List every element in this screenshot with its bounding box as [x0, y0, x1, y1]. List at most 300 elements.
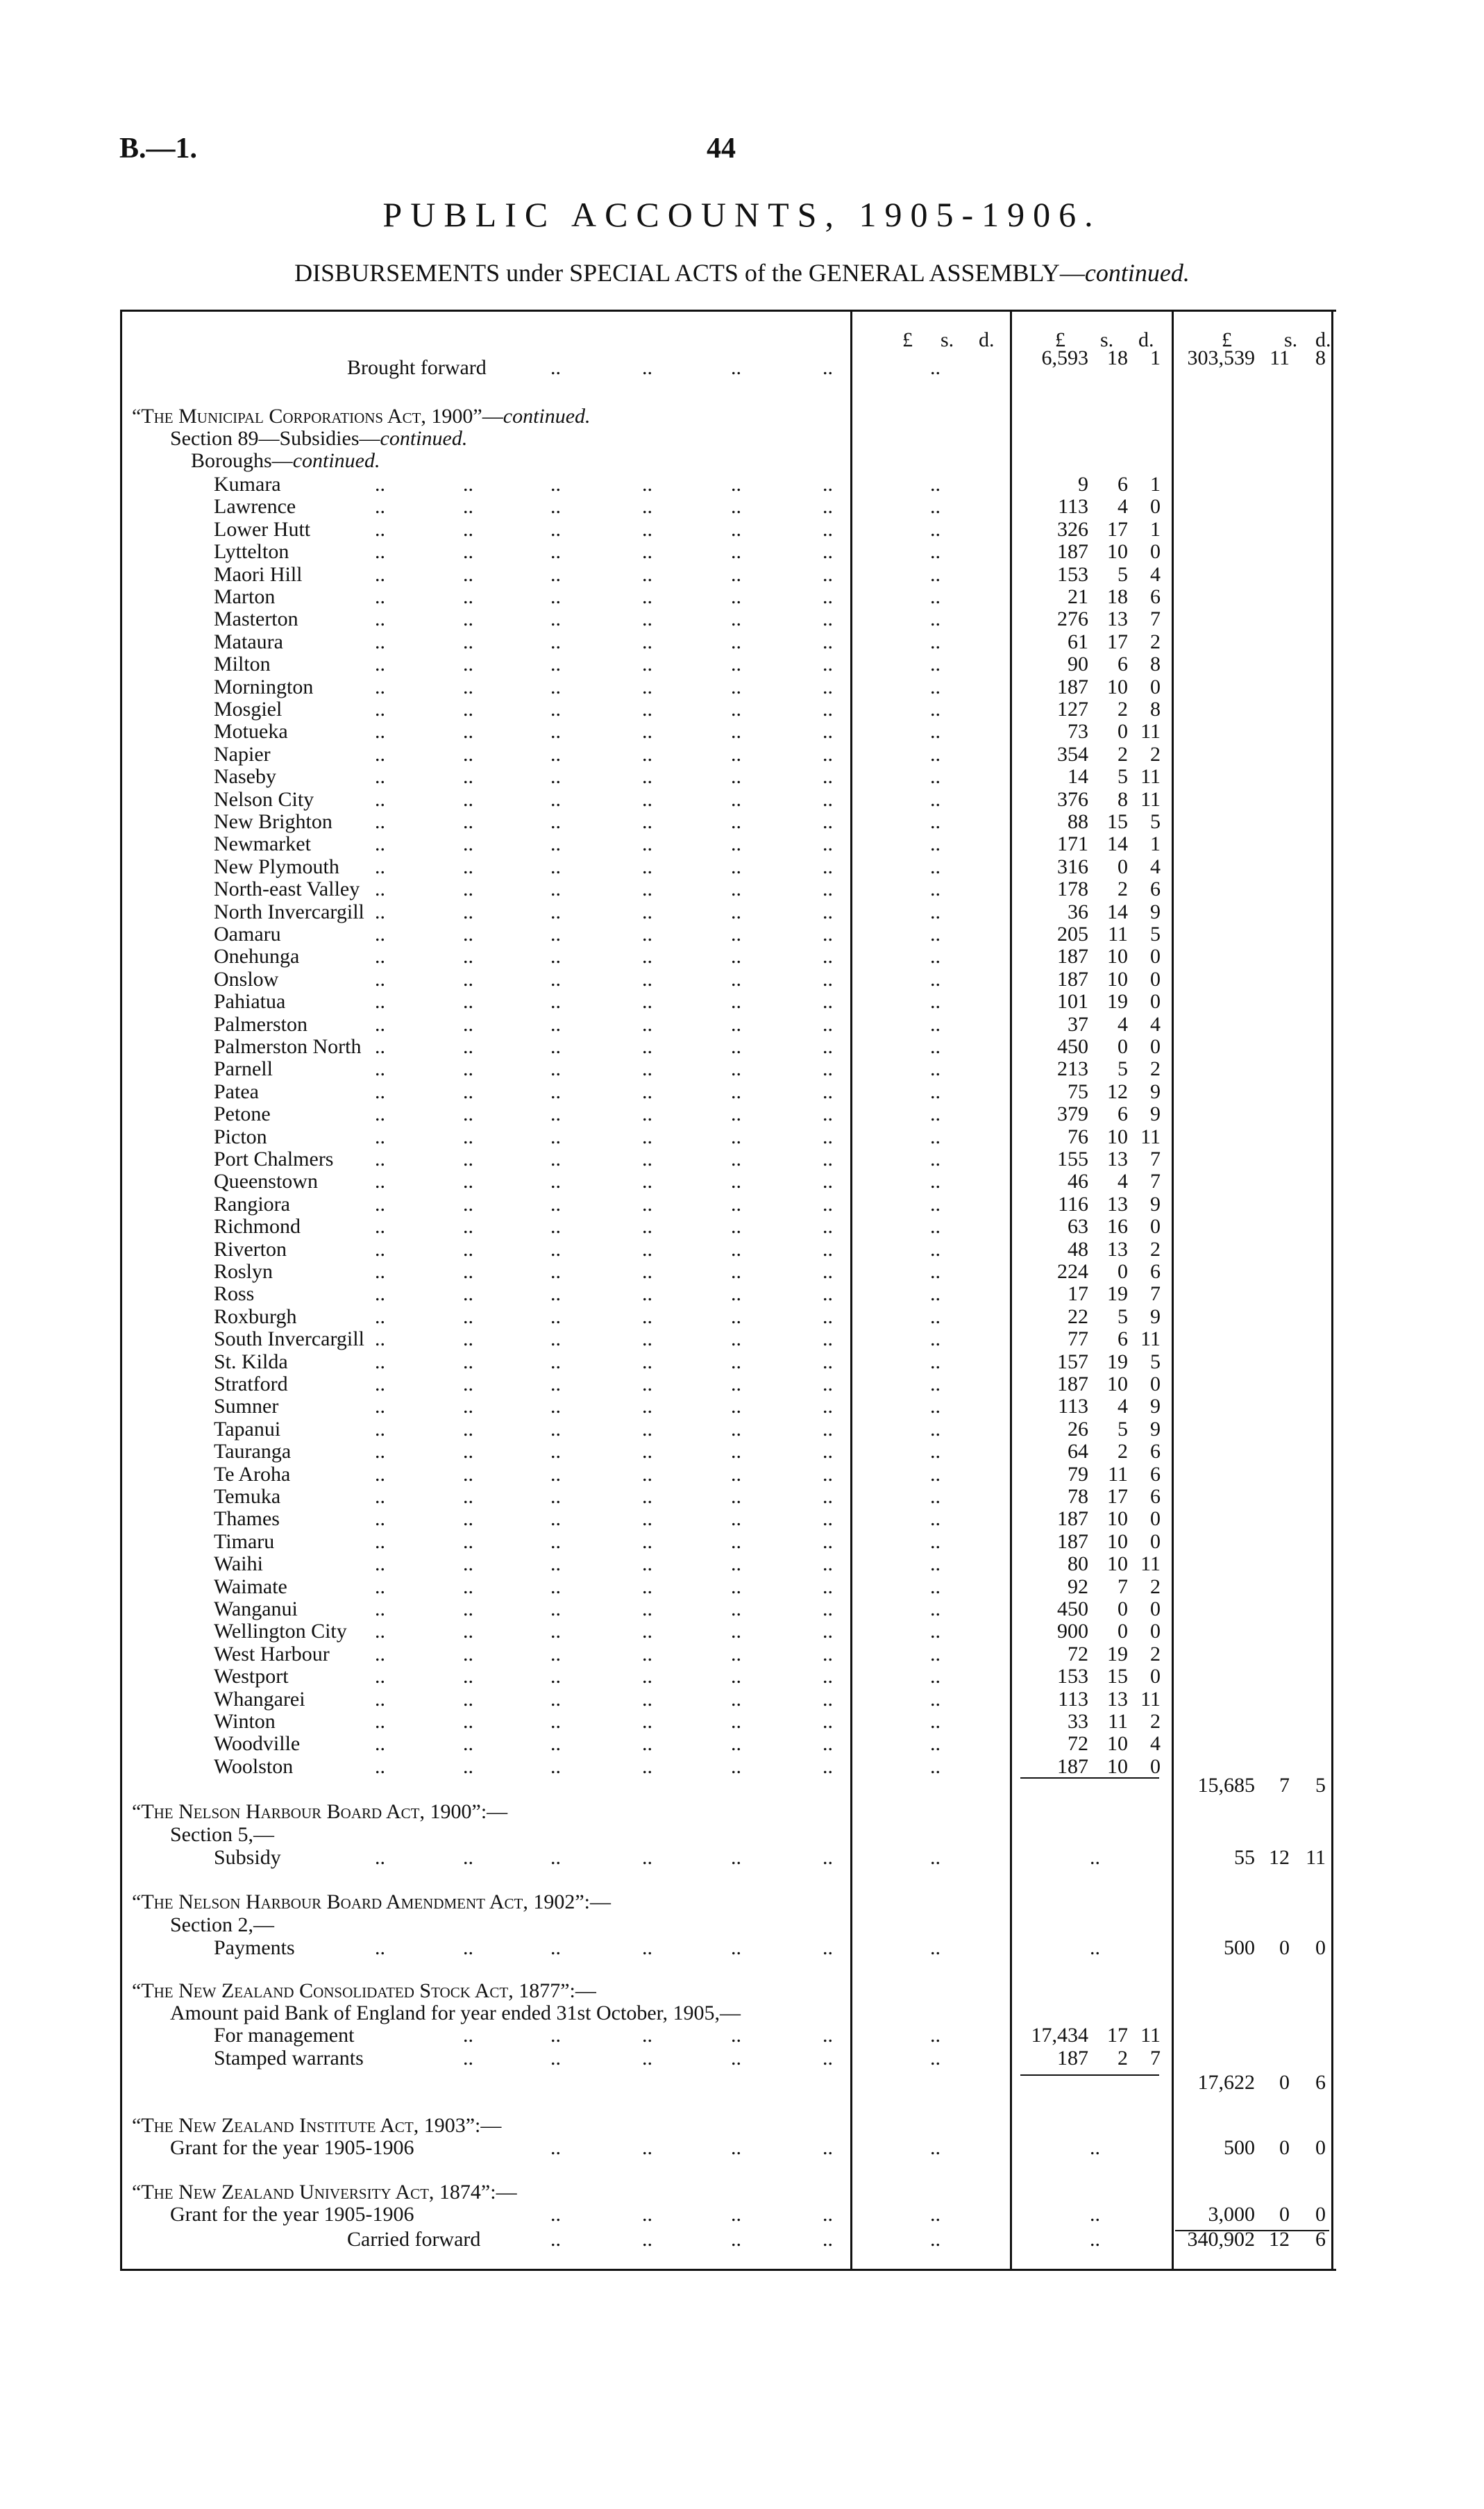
leader-dots: ..: [550, 517, 561, 541]
leader-dots: ..: [463, 765, 473, 789]
borough-name: Waihi: [214, 1552, 263, 1576]
borough-name: Naseby: [214, 765, 276, 789]
leader-dots: ..: [550, 810, 561, 833]
amount-shillings: 10: [1107, 1125, 1128, 1148]
leader-dots: ..: [550, 2024, 561, 2047]
leader-dots: ..: [930, 1170, 941, 1193]
column-header-pence: d.: [1138, 328, 1154, 351]
amount-pounds: 276: [1057, 607, 1088, 631]
leader-dots: ..: [642, 517, 652, 541]
leader-dots: ..: [375, 1687, 385, 1711]
amount-pence: 9: [1150, 1417, 1161, 1441]
leader-dots: ..: [930, 1260, 941, 1283]
leader-dots: ..: [463, 607, 473, 631]
amount-shillings: 5: [1118, 765, 1128, 789]
leader-dots: ..: [642, 900, 652, 923]
table-bottom-rule: [120, 2269, 1336, 2271]
borough-name: Mosgiel: [214, 698, 283, 721]
leader-dots: ..: [823, 855, 833, 878]
amount-shillings: 2: [1118, 878, 1128, 901]
leader-dots: ..: [642, 607, 652, 631]
leader-dots: ..: [375, 1395, 385, 1418]
leader-dots: ..: [642, 1304, 652, 1328]
amount-pounds: 76: [1068, 1125, 1088, 1148]
amount-pence: 1: [1150, 517, 1161, 541]
amount-pence: 11: [1140, 787, 1161, 811]
subtotal-rule: [1020, 2074, 1159, 2076]
leader-dots: ..: [463, 1529, 473, 1553]
leader-dots: ..: [642, 1260, 652, 1283]
amount-pence: 6: [1315, 2228, 1326, 2251]
leader-dots: ..: [930, 1687, 941, 1711]
leader-dots: ..: [731, 832, 741, 856]
leader-dots: ..: [463, 923, 473, 946]
amount-pounds: 17,434: [1031, 2024, 1088, 2047]
leader-dots: ..: [930, 1282, 941, 1306]
amount-shillings: 7: [1279, 1774, 1290, 1797]
leader-dots: ..: [550, 1507, 561, 1531]
amount-shillings: 10: [1107, 1754, 1128, 1778]
leader-dots: ..: [823, 2203, 833, 2226]
leader-dots: ..: [731, 1237, 741, 1261]
leader-dots: ..: [642, 1350, 652, 1373]
leader-dots: ..: [731, 585, 741, 608]
leader-dots: ..: [375, 1148, 385, 1170]
leader-dots: ..: [930, 630, 941, 653]
leader-dots: ..: [823, 1260, 833, 1283]
leader-dots: ..: [823, 1102, 833, 1126]
amount-pounds: 61: [1068, 630, 1088, 653]
leader-dots: ..: [731, 1373, 741, 1395]
leader-dots: ..: [731, 945, 741, 968]
leader-dots: ..: [550, 1260, 561, 1283]
leader-dots: ..: [463, 2024, 473, 2047]
leader-dots: ..: [731, 990, 741, 1014]
leader-dots: ..: [463, 1597, 473, 1620]
amount-shillings: 0: [1118, 1620, 1128, 1643]
leader-dots: ..: [731, 473, 741, 496]
leader-dots: ..: [463, 2047, 473, 2070]
leader-dots: ..: [930, 1440, 941, 1463]
leader-dots: ..: [823, 2136, 833, 2159]
leader-dots: ..: [463, 1575, 473, 1598]
amount-pence: 2: [1150, 1237, 1161, 1261]
amount-pounds: 101: [1057, 990, 1088, 1014]
act-heading-italic: continued.: [503, 405, 591, 428]
borough-name: Newmarket: [214, 832, 311, 856]
leader-dots: ..: [550, 1665, 561, 1688]
leader-dots: ..: [1090, 2136, 1100, 2159]
leader-dots: ..: [930, 1395, 941, 1418]
leader-dots: ..: [642, 742, 652, 766]
amount-shillings: 13: [1107, 1687, 1128, 1711]
leader-dots: ..: [375, 675, 385, 698]
leader-dots: ..: [823, 1148, 833, 1170]
leader-dots: ..: [930, 967, 941, 991]
leader-dots: ..: [550, 607, 561, 631]
leader-dots: ..: [930, 945, 941, 968]
amount-shillings: 10: [1107, 1529, 1128, 1553]
amount-pence: 0: [1150, 967, 1161, 991]
amount-shillings: 19: [1107, 1642, 1128, 1665]
leader-dots: ..: [930, 1057, 941, 1081]
leader-dots: ..: [642, 832, 652, 856]
amount-pence: 9: [1150, 900, 1161, 923]
leader-dots: ..: [550, 878, 561, 901]
leader-dots: ..: [550, 1327, 561, 1351]
leader-dots: ..: [463, 1642, 473, 1665]
borough-name: Nelson City: [214, 787, 314, 811]
leader-dots: ..: [823, 517, 833, 541]
leader-dots: ..: [550, 630, 561, 653]
leader-dots: ..: [642, 562, 652, 586]
leader-dots: ..: [823, 1192, 833, 1216]
leader-dots: ..: [823, 945, 833, 968]
leader-dots: ..: [731, 1485, 741, 1508]
borough-name: Lower Hutt: [214, 517, 311, 541]
amount-pence: 0: [1150, 1507, 1161, 1531]
leader-dots: ..: [823, 878, 833, 901]
leader-dots: ..: [463, 1485, 473, 1508]
amount-pence: 0: [1150, 1620, 1161, 1643]
leader-dots: ..: [823, 540, 833, 564]
amount-shillings: 19: [1107, 990, 1128, 1014]
page-title: PUBLIC ACCOUNTS, 1905-1906.: [382, 195, 1102, 234]
amount-shillings: 17: [1107, 1485, 1128, 1508]
leader-dots: ..: [930, 1350, 941, 1373]
borough-name: Motueka: [214, 720, 288, 744]
leader-dots: ..: [823, 495, 833, 519]
group-heading: [191, 450, 380, 472]
leader-dots: ..: [930, 1846, 941, 1869]
leader-dots: ..: [642, 1710, 652, 1733]
amount-shillings: 11: [1108, 1710, 1128, 1733]
leader-dots: ..: [823, 1350, 833, 1373]
leader-dots: ..: [642, 585, 652, 608]
amount-shillings: 18: [1107, 346, 1128, 369]
amount-pounds: 33: [1068, 1710, 1088, 1733]
amount-shillings: 0: [1118, 1260, 1128, 1283]
leader-dots: ..: [375, 1462, 385, 1486]
leader-dots: ..: [930, 1012, 941, 1036]
amount-pence: 9: [1150, 1080, 1161, 1103]
leader-dots: ..: [823, 1170, 833, 1193]
amount-pence: 2: [1150, 1057, 1161, 1081]
leader-dots: ..: [930, 1215, 941, 1239]
leader-dots: ..: [642, 2203, 652, 2226]
leader-dots: ..: [550, 495, 561, 519]
amount-pounds: 155: [1057, 1148, 1088, 1170]
amount-pence: 5: [1150, 1350, 1161, 1373]
leader-dots: ..: [375, 1597, 385, 1620]
section-heading-text: Section 89—Subsidies—: [170, 427, 380, 450]
amount-pounds: 171: [1057, 832, 1088, 856]
amount-pence: 0: [1150, 1035, 1161, 1058]
leader-dots: ..: [375, 653, 385, 676]
leader-dots: ..: [550, 990, 561, 1014]
amount-pence: 6: [1150, 1440, 1161, 1463]
amount-pounds: 303,539: [1187, 346, 1255, 369]
leader-dots: ..: [823, 990, 833, 1014]
amount-shillings: 7: [1118, 1575, 1128, 1598]
leader-dots: ..: [550, 832, 561, 856]
leader-dots: ..: [823, 1012, 833, 1036]
leader-dots: ..: [550, 1057, 561, 1081]
borough-name: Milton: [214, 653, 271, 676]
leader-dots: ..: [930, 1035, 941, 1058]
leader-dots: ..: [375, 1350, 385, 1373]
amount-pounds: 3,000: [1208, 2203, 1255, 2226]
leader-dots: ..: [642, 1687, 652, 1711]
leader-dots: ..: [642, 1012, 652, 1036]
leader-dots: ..: [731, 1529, 741, 1553]
leader-dots: ..: [642, 1529, 652, 1553]
leader-dots: ..: [642, 495, 652, 519]
leader-dots: ..: [731, 900, 741, 923]
amount-shillings: 2: [1118, 742, 1128, 766]
borough-name: Thames: [214, 1507, 280, 1531]
leader-dots: ..: [930, 495, 941, 519]
amount-pounds: 127: [1057, 698, 1088, 721]
amount-pence: 0: [1150, 540, 1161, 564]
leader-dots: ..: [642, 1237, 652, 1261]
leader-dots: ..: [550, 1125, 561, 1148]
leader-dots: ..: [375, 855, 385, 878]
leader-dots: ..: [463, 900, 473, 923]
leader-dots: ..: [550, 585, 561, 608]
leader-dots: ..: [463, 562, 473, 586]
amount-pounds: 187: [1057, 1507, 1088, 1531]
leader-dots: ..: [731, 630, 741, 653]
section-heading: Amount paid Bank of England for year ended 31st October, 1905,—: [170, 2002, 741, 2024]
leader-dots: ..: [930, 1552, 941, 1576]
leader-dots: ..: [550, 2228, 561, 2251]
leader-dots: ..: [642, 1125, 652, 1148]
amount-pence: 11: [1140, 765, 1161, 789]
amount-shillings: 5: [1118, 1304, 1128, 1328]
leader-dots: ..: [463, 1507, 473, 1531]
amount-shillings: 10: [1107, 967, 1128, 991]
amount-pence: 7: [1150, 1282, 1161, 1306]
amount-pounds: 379: [1057, 1102, 1088, 1126]
amount-pence: 2: [1150, 630, 1161, 653]
section-heading-italic: continued.: [380, 427, 468, 450]
leader-dots: ..: [642, 1057, 652, 1081]
leader-dots: ..: [375, 1057, 385, 1081]
borough-name: Waimate: [214, 1575, 287, 1598]
leader-dots: ..: [731, 2203, 741, 2226]
leader-dots: ..: [823, 900, 833, 923]
leader-dots: ..: [550, 675, 561, 698]
leader-dots: ..: [823, 1552, 833, 1576]
borough-name: Maori Hill: [214, 562, 303, 586]
amount-shillings: 5: [1118, 1057, 1128, 1081]
borough-name: Timaru: [214, 1529, 275, 1553]
leader-dots: ..: [731, 1125, 741, 1148]
page-subtitle: [0, 258, 1484, 287]
borough-name: Winton: [214, 1710, 276, 1733]
leader-dots: ..: [823, 1125, 833, 1148]
amount-pence: 6: [1150, 878, 1161, 901]
leader-dots: ..: [930, 1327, 941, 1351]
leader-dots: ..: [463, 1304, 473, 1328]
leader-dots: ..: [463, 1012, 473, 1036]
leader-dots: ..: [375, 698, 385, 721]
leader-dots: ..: [463, 1102, 473, 1126]
leader-dots: ..: [550, 1620, 561, 1643]
leader-dots: ..: [930, 1710, 941, 1733]
amount-shillings: 6: [1118, 1327, 1128, 1351]
amount-shillings: 10: [1107, 540, 1128, 564]
leader-dots: ..: [731, 1148, 741, 1170]
leader-dots: ..: [642, 1620, 652, 1643]
leader-dots: ..: [642, 1035, 652, 1058]
leader-dots: ..: [550, 1529, 561, 1553]
leader-dots: ..: [731, 1260, 741, 1283]
leader-dots: ..: [731, 607, 741, 631]
leader-dots: ..: [463, 878, 473, 901]
amount-pence: 8: [1315, 346, 1326, 369]
leader-dots: ..: [642, 945, 652, 968]
amount-shillings: 16: [1107, 1215, 1128, 1239]
leader-dots: ..: [550, 742, 561, 766]
amount-shillings: 14: [1107, 832, 1128, 856]
leader-dots: ..: [550, 1936, 561, 1959]
leader-dots: ..: [930, 2228, 941, 2251]
act-heading: “The New Zealand Institute Act, 1903”:—: [132, 2114, 502, 2137]
leader-dots: ..: [375, 1642, 385, 1665]
section-heading: Section 5,—: [170, 1823, 274, 1846]
leader-dots: ..: [550, 1552, 561, 1576]
leader-dots: ..: [642, 1215, 652, 1239]
leader-dots: ..: [463, 1732, 473, 1756]
leader-dots: ..: [642, 1170, 652, 1193]
leader-dots: ..: [731, 1620, 741, 1643]
leader-dots: ..: [642, 630, 652, 653]
amount-shillings: 13: [1107, 607, 1128, 631]
leader-dots: ..: [731, 1754, 741, 1778]
amount-pounds: 46: [1068, 1170, 1088, 1193]
leader-dots: ..: [375, 1373, 385, 1395]
leader-dots: ..: [823, 1485, 833, 1508]
leader-dots: ..: [375, 1327, 385, 1351]
leader-dots: ..: [463, 1552, 473, 1576]
leader-dots: ..: [930, 517, 941, 541]
leader-dots: ..: [375, 1575, 385, 1598]
leader-dots: ..: [375, 900, 385, 923]
borough-name: Onslow: [214, 967, 279, 991]
leader-dots: ..: [1090, 2228, 1100, 2251]
amount-pounds: 55: [1234, 1846, 1255, 1869]
borough-name: New Plymouth: [214, 855, 339, 878]
leader-dots: ..: [823, 1936, 833, 1959]
leader-dots: ..: [642, 1080, 652, 1103]
amount-pounds: 157: [1057, 1350, 1088, 1373]
leader-dots: ..: [375, 1192, 385, 1216]
act-heading: “The New Zealand Consolidated Stock Act, 1877”:—: [132, 1979, 596, 2002]
amount-pence: 2: [1150, 742, 1161, 766]
leader-dots: ..: [930, 923, 941, 946]
amount-shillings: 4: [1118, 1012, 1128, 1036]
amount-pounds: 500: [1224, 1936, 1255, 1959]
leader-dots: ..: [550, 356, 561, 379]
leader-dots: ..: [463, 1282, 473, 1306]
leader-dots: ..: [930, 1125, 941, 1148]
leader-dots: ..: [823, 1215, 833, 1239]
amount-shillings: 10: [1107, 945, 1128, 968]
leader-dots: ..: [463, 787, 473, 811]
amount-shillings: 0: [1279, 2071, 1290, 2094]
leader-dots: ..: [375, 1080, 385, 1103]
amount-pounds: 22: [1068, 1304, 1088, 1328]
leader-dots: ..: [930, 2047, 941, 2070]
leader-dots: ..: [375, 473, 385, 496]
leader-dots: ..: [550, 787, 561, 811]
leader-dots: ..: [642, 698, 652, 721]
leader-dots: ..: [550, 1395, 561, 1418]
leader-dots: ..: [823, 1529, 833, 1553]
amount-pence: 4: [1150, 1012, 1161, 1036]
borough-name: Parnell: [214, 1057, 273, 1081]
leader-dots: ..: [930, 810, 941, 833]
leader-dots: ..: [731, 1304, 741, 1328]
borough-name: Mornington: [214, 675, 314, 698]
leader-dots: ..: [375, 1665, 385, 1688]
leader-dots: ..: [642, 1936, 652, 1959]
leader-dots: ..: [930, 675, 941, 698]
leader-dots: ..: [550, 1732, 561, 1756]
leader-dots: ..: [823, 1304, 833, 1328]
amount-pounds: 80: [1068, 1552, 1088, 1576]
leader-dots: ..: [550, 923, 561, 946]
amount-shillings: 2: [1118, 1440, 1128, 1463]
document-reference: B.—1.: [119, 133, 198, 165]
column-header-shilling: s.: [1100, 328, 1114, 351]
leader-dots: ..: [463, 1350, 473, 1373]
leader-dots: ..: [550, 1304, 561, 1328]
brought-forward-label: Brought forward: [347, 356, 487, 379]
leader-dots: ..: [375, 562, 385, 586]
leader-dots: ..: [463, 720, 473, 744]
leader-dots: ..: [823, 356, 833, 379]
leader-dots: ..: [823, 585, 833, 608]
leader-dots: ..: [642, 1754, 652, 1778]
leader-dots: ..: [731, 1507, 741, 1531]
leader-dots: ..: [731, 1642, 741, 1665]
leader-dots: ..: [930, 1936, 941, 1959]
amount-pounds: 213: [1057, 1057, 1088, 1081]
leader-dots: ..: [731, 2136, 741, 2159]
leader-dots: ..: [823, 765, 833, 789]
leader-dots: ..: [463, 517, 473, 541]
leader-dots: ..: [930, 1575, 941, 1598]
leader-dots: ..: [375, 1215, 385, 1239]
leader-dots: ..: [930, 473, 941, 496]
borough-name: South Invercargill: [214, 1327, 364, 1351]
amount-pence: 0: [1150, 1215, 1161, 1239]
leader-dots: ..: [550, 1350, 561, 1373]
leader-dots: ..: [731, 1215, 741, 1239]
leader-dots: ..: [375, 787, 385, 811]
leader-dots: ..: [550, 1417, 561, 1441]
leader-dots: ..: [550, 1597, 561, 1620]
leader-dots: ..: [731, 2047, 741, 2070]
borough-name: Stratford: [214, 1373, 288, 1395]
subtitle-italic: continued.: [1084, 259, 1190, 287]
amount-shillings: 12: [1269, 2228, 1290, 2251]
leader-dots: ..: [823, 2228, 833, 2251]
amount-pence: 0: [1150, 1529, 1161, 1553]
